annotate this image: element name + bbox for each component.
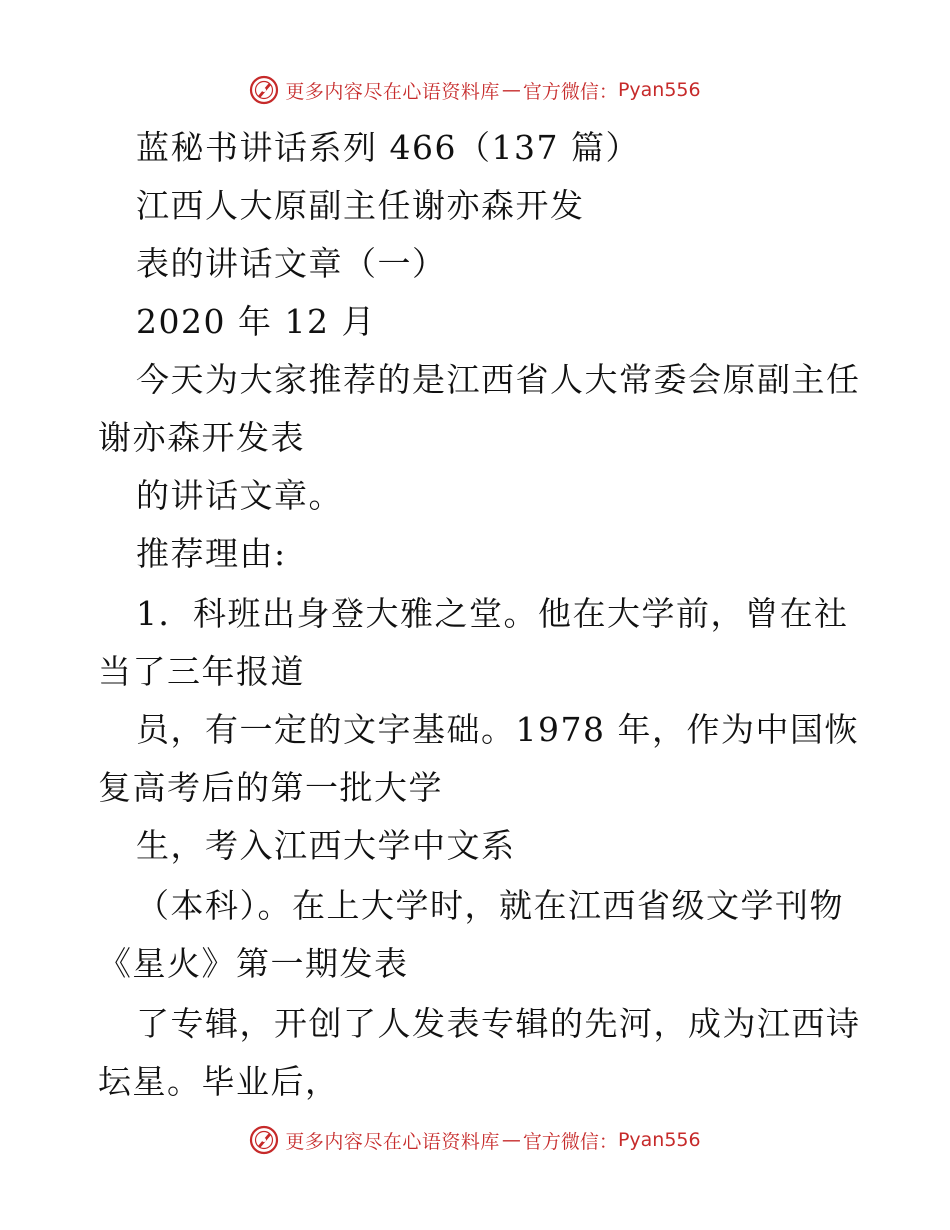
text-line-section-heading: 推荐理由:	[136, 534, 287, 573]
seal-logo-icon	[249, 75, 279, 105]
text-line: 生，考入江西大学中文系	[136, 826, 516, 865]
text-line: 1．科班出身登大雅之堂。他在大学前，曾在社	[136, 594, 849, 633]
seal-logo-icon	[249, 1125, 279, 1155]
text-line: 的讲话文章。	[136, 476, 343, 515]
text-line: 谢亦森开发表	[98, 418, 305, 457]
text-line: （本科）。在上大学时，就在江西省级文学刊物	[136, 886, 844, 925]
text-line: 坛星。毕业后，	[98, 1062, 340, 1101]
text-line: 了专辑，开创了人发表专辑的先河，成为江西诗	[136, 1004, 861, 1043]
footer-watermark	[0, 1120, 950, 1160]
text-line-title-1: 江西人大原副主任谢亦森开发	[136, 186, 585, 225]
watermark-site-text: 更多内容尽在心语资料库	[285, 1130, 500, 1153]
watermark-dash: —	[501, 1129, 521, 1151]
watermark-wechat-id: Pyan556	[617, 1129, 701, 1151]
header-watermark	[0, 70, 950, 110]
text-line: 复高考后的第一批大学	[98, 768, 443, 807]
text-line: 当了三年报道	[98, 652, 305, 691]
text-line: 员，有一定的文字基础。1978 年，作为中国恢	[136, 710, 859, 749]
watermark-site-text: 更多内容尽在心语资料库	[285, 80, 500, 103]
watermark-wechat-id: Pyan556	[617, 79, 701, 101]
text-line: 今天为大家推荐的是江西省人大常委会原副主任	[136, 360, 861, 399]
text-line-date: 2020 年 12 月	[136, 302, 376, 341]
text-line-title-series: 蓝秘书讲话系列 466（137 篇）	[136, 128, 640, 167]
watermark-official-label: 官方微信：	[522, 80, 618, 103]
watermark-dash: —	[501, 79, 521, 101]
text-line: 《星火》第一期发表	[98, 944, 409, 983]
watermark-official-label: 官方微信：	[522, 1130, 618, 1153]
text-line-title-2: 表的讲话文章（一）	[136, 244, 447, 283]
